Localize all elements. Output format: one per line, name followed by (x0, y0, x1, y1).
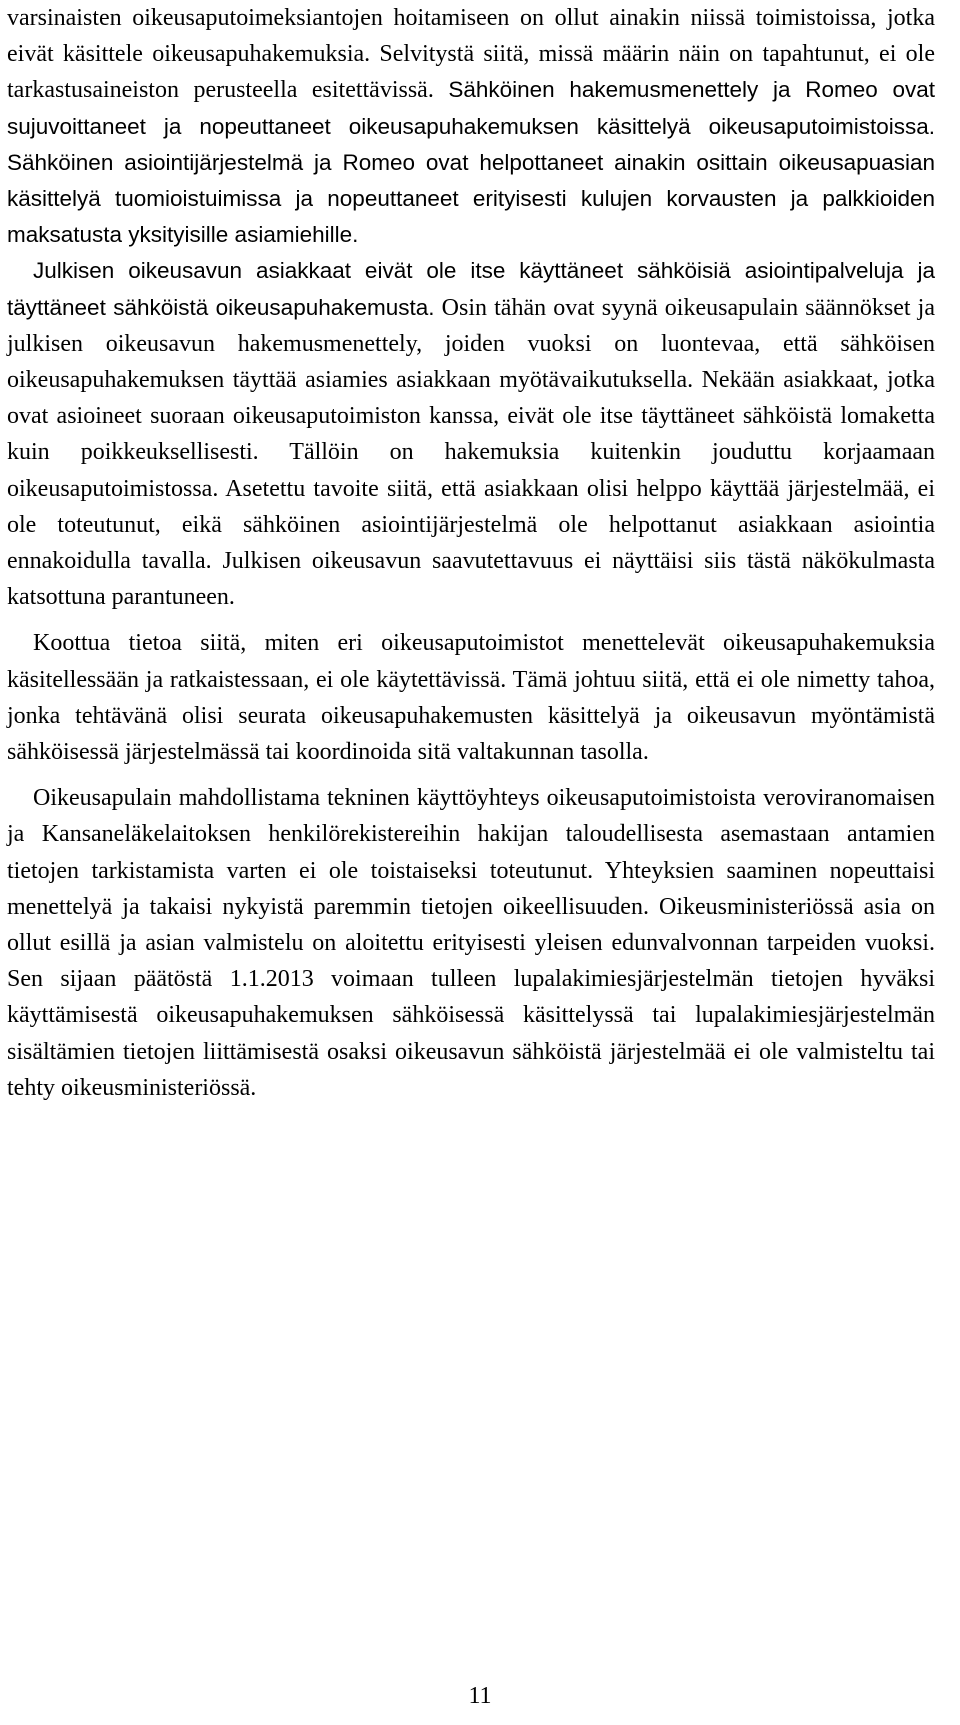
paragraph-4-text: Oikeusapulain mahdollistama tekninen käyttöyhteys oikeusaputoimistoista veroviranomaisen ja Kansaneläkelaitoksen henkilörekistereihin hakijan taloudellisesta asemastaan antamien tietojen tarkistamista varten ei ole toistaiseksi toteutunut. Yhteyksien saaminen nopeuttaisi menettelyä ja takaisi nykyistä paremmin tietojen oikeellisuuden. Oikeusministeriössä asia on ollut esillä ja asian valmistelu on aloitettu erityisesti yleisen edunvalvonnan tarpeiden vuoksi. Sen sijaan päätöstä 1.1.2013 voimaan tulleen lupalakimiesjärjestelmän tietojen hyväksi käyttämisestä oikeusapuhakemuksen sähköisessä käsittelyssä tai lupalakimiesjärjestelmän sisältämien tietojen liittämisestä osaksi oikeusavun sähköistä järjestelmää ei ole valmisteltu tai tehty oikeusministeriössä. (7, 785, 935, 1101)
paragraph-3-text: Koottua tietoa siitä, miten eri oikeusaputoimistot menettelevät oikeusapuhakemuksia käsitellessään ja ratkaistessaan, ei ole käytettävissä. Tämä johtuu siitä, että ei ole nimetty tahoa, jonka tehtävänä olisi seurata oikeusapuhakemusten käsittelyä ja oikeusavun myöntämistä sähköisessä järjestelmässä tai koordinoida sitä valtakunnan tasolla. (7, 630, 935, 766)
paragraph-1 (7, 0, 935, 253)
paragraph-3 (7, 625, 935, 770)
body-text (7, 0, 935, 1106)
paragraph-1-sans-text: Sähköinen hakemusmenettely ja Romeo ovat sujuvoittaneet ja nopeuttaneet oikeusapuhakemuksen käsittelyä oikeusaputoimistoissa. Sähköinen asiointijärjestelmä ja Romeo ovat helpottaneet ainakin osittain oikeusapuasian käsittelyä tuomioistuimissa ja nopeuttaneet erityisesti kulujen korvausten ja palkkioiden maksatusta yksityisille asiamiehille. (7, 77, 936, 248)
page-number: 11 (468, 1683, 492, 1709)
paragraph-4 (7, 780, 935, 1106)
paragraph-2-lead-text: Julkisen oikeusavun asiakkaat eivät ole itse käyttäneet sähköisiä asiointipalveluja ja täyttäneet sähköistä oikeusapuhakemusta. (7, 258, 935, 320)
paragraph-1-serif-text: varsinaisten oikeusaputoimeksiantojen hoitamiseen on ollut ainakin niissä toimistoissa, jotka eivät käsittele oikeusapuhakemuksia. Selvitystä siitä, missä määrin näin on tapahtunut, ei ole tarkastusaineiston perusteella esitettävissä. (7, 5, 935, 104)
paragraph-2 (7, 253, 935, 615)
paragraph-2-body-text: Osin tähän ovat syynä oikeusapulain säännökset ja julkisen oikeusavun hakemusmenettely, joiden vuoksi on luontevaa, että sähköisen oikeusapuhakemuksen täyttää asiamies asiakkaan myötävaikutuksella. Nekään asiakkaat, jotka ovat asioineet suoraan oikeusaputoimiston kanssa, eivät ole itse täyttäneet sähköistä lomaketta kuin poikkeuksellisesti. Tällöin on hakemuksia kuitenkin jouduttu korjaamaan oikeusaputoimistossa. Asetettu tavoite siitä, että asiakkaan olisi helppo käyttää järjestelmää, ei ole toteutunut, eikä sähköinen asiointijärjestelmä ole helpottanut asiakkaan asiointia ennakoidulla tavalla. Julkisen oikeusavun saavutettavuus ei näyttäisi siis tästä näkökulmasta katsottuna parantuneen. (7, 294, 935, 611)
